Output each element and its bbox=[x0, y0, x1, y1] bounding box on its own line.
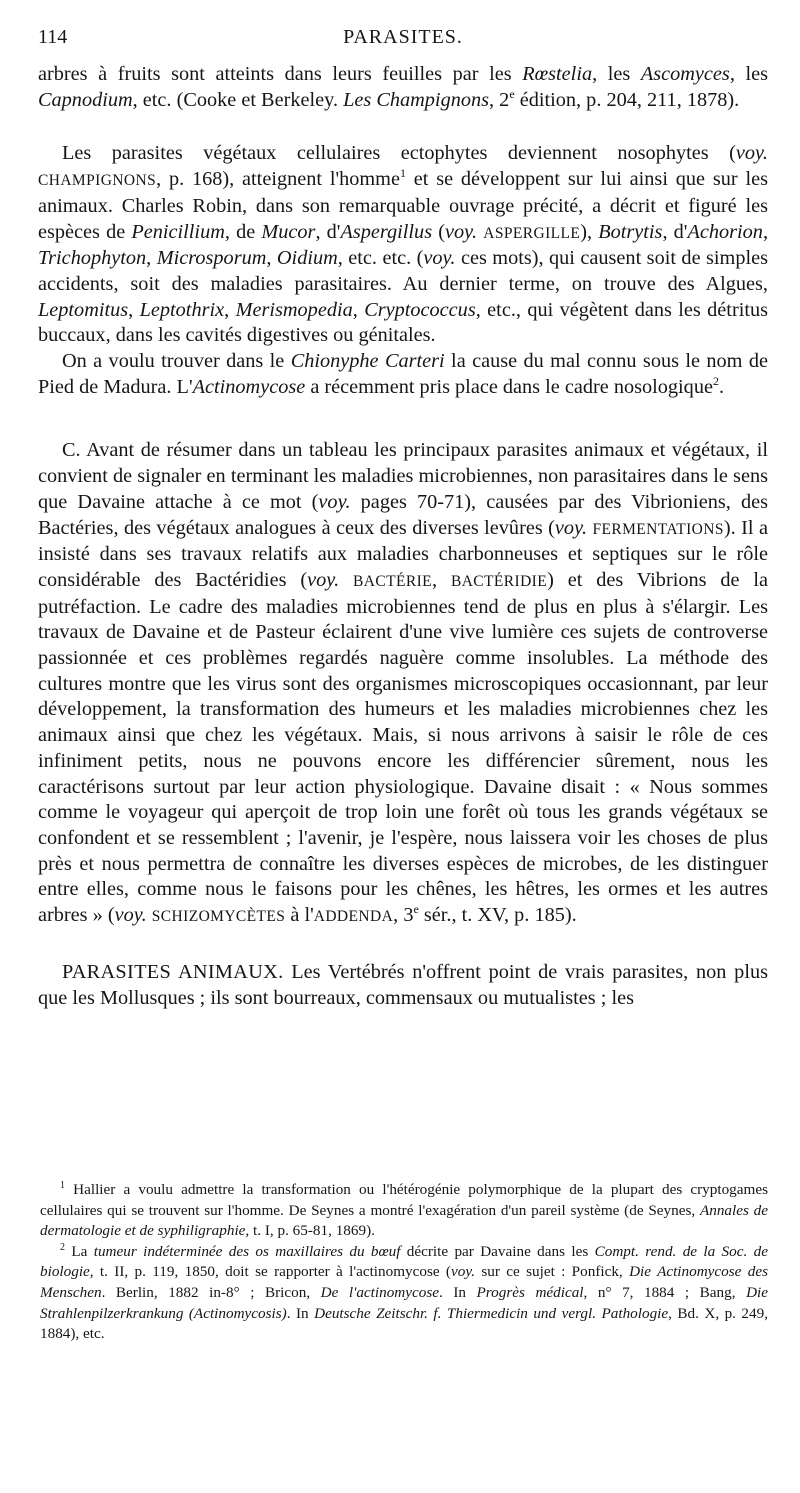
paragraph-continuation: arbres à fruits sont atteints dans leurs feuilles par les Rœstelia, les Ascomyces, les Capnodium, etc. (Cooke et Berkeley. Les Champignons, 2e édition, p. 204, 211, 1878). bbox=[38, 63, 769, 111]
main-text bbox=[38, 62, 768, 1011]
paragraph-actinomycose: On a voulu trouver dans le Chionyphe Carteri la cause du mal connu sous le nom de Pied de Madura. L'Actinomycose a récemment pris place dans le cadre nosologique$^2$. bbox=[38, 350, 768, 398]
footnotes bbox=[40, 1180, 768, 1345]
running-title: PARASITES. bbox=[343, 26, 463, 48]
footnote-ref-1: 1 bbox=[399, 166, 406, 181]
footnote-ref-2: 2 bbox=[712, 373, 719, 388]
page-header bbox=[38, 26, 768, 60]
paragraph-parasites-animaux: PARASITES ANIMAUX. Les Vertébrés n'offrent point de vrais parasites, non plus que les Mollusques ; ils sont bourreaux, commensaux ou mutualistes ; les bbox=[38, 960, 768, 1009]
page-number: 114 bbox=[38, 26, 68, 48]
paragraph-vegetal-parasites: Les parasites végétaux cellulaires ectophytes deviennent nosophytes (voy. CHAMPIGNONS, p. 168), atteignent l'homme$^1$ et se développent sur lui ainsi que sur les animaux. Charles Robin, dans son remarquable ouvrage précité, a décrit et figuré les espèces de Penicillium, de Mucor, d'Aspergillus (voy. ASPERGILLE), Botrytis, d'Achorion, Trichophyton, Microsporum, Oidium, etc. etc. (voy. ces mots), qui causent soit de simples accidents, soit des maladies parasitaires. Au dernier terme, on trouve des Algues, Leptomitus, Leptothrix, Merismopedia, Cryptococcus, etc., qui végètent dans les détritus buccaux, dans les cavités digestives ou génitales. bbox=[38, 142, 769, 347]
footnote-1: $^1$ Hallier a voulu admettre la transformation ou l'hétérogénie polymorphique de la plupart des cryptogames cellulaires qui se trouvent sur l'homme. De Seynes a montré l'exagération d'un pareil système (de Seynes, Annales de dermatologie et de syphiligraphie, t. I, p. 65-81, 1869). bbox=[40, 1179, 768, 1240]
footnote-2: $^2$ La tumeur indéterminée des os maxillaires du bœuf décrite par Davaine dans les Compt. rend. de la Soc. de biologie, t. II, p. 119, 1850, doit se rapporter à l'actinomycose (voy. sur ce sujet : Ponfick, Die Actinomycose des Menschen. Berlin, 1882 in-8° ; Bricon, De l'actinomycose. In Progrès médical, n° 7, 1884 ; Bang, Die Strahlenpilzerkrankung (Actinomycosis). In Deutsche Zeitschr. f. Thiermedicin und vergl. Pathologie, Bd. X, p. 249, 1884), etc. bbox=[40, 1241, 769, 1343]
paragraph-section-c: C. Avant de résumer dans un tableau les principaux parasites animaux et végétaux, il convient de signaler en terminant les maladies microbiennes, non parasitaires dans le sens que Davaine attache à ce mot (voy. pages 70-71), causées par des Vibrioniens, des Bactéries, des végétaux analogues à ceux des diverses levûres (voy. FERMENTATIONS). Il a insisté dans ses travaux relatifs aux maladies charbonneuses et septiques sur le rôle considérable des Bactéridies (voy. BACTÉRIE, BACTÉRIDIE) et des Vibrions de la putréfaction. Le cadre des maladies microbiennes tend de plus en plus à s'élargir. Les travaux de Davaine et de Pasteur éclairent d'une vive lumière ces sujets de controverse passionnée et ces problèmes regardés naguère comme insolubles. La méthode des cultures montre que les virus sont des organismes microscopiques occasionnant, par leur développement, la transformation des humeurs et les maladies microbiennes chez les animaux ainsi que chez les végétaux. Mais, si nous arrivons à saisir le rôle de ces infiniment petits, nous ne pouvons encore les différencier sûrement, nous les caractérisons surtout par leur action physiologique. Davaine disait : « Nous sommes comme le voyageur qui aperçoit de trop loin une forêt où tous les grands végétaux se confondent et se ressemblent ; l'avenir, je l'espère, nous laissera voir les choses de plus près et nous permettra de connaître les diverses espèces de microbes, de les distinguer entre elles, comme nous le faisons pour les chênes, les hêtres, les ormes et les autres arbres » (voy. SCHIZOMYCÈTES à l'ADDENDA, 3e sér., t. XV, p. 185). bbox=[38, 439, 769, 927]
section-heading: PARASITES ANIMAUX. bbox=[62, 960, 284, 983]
